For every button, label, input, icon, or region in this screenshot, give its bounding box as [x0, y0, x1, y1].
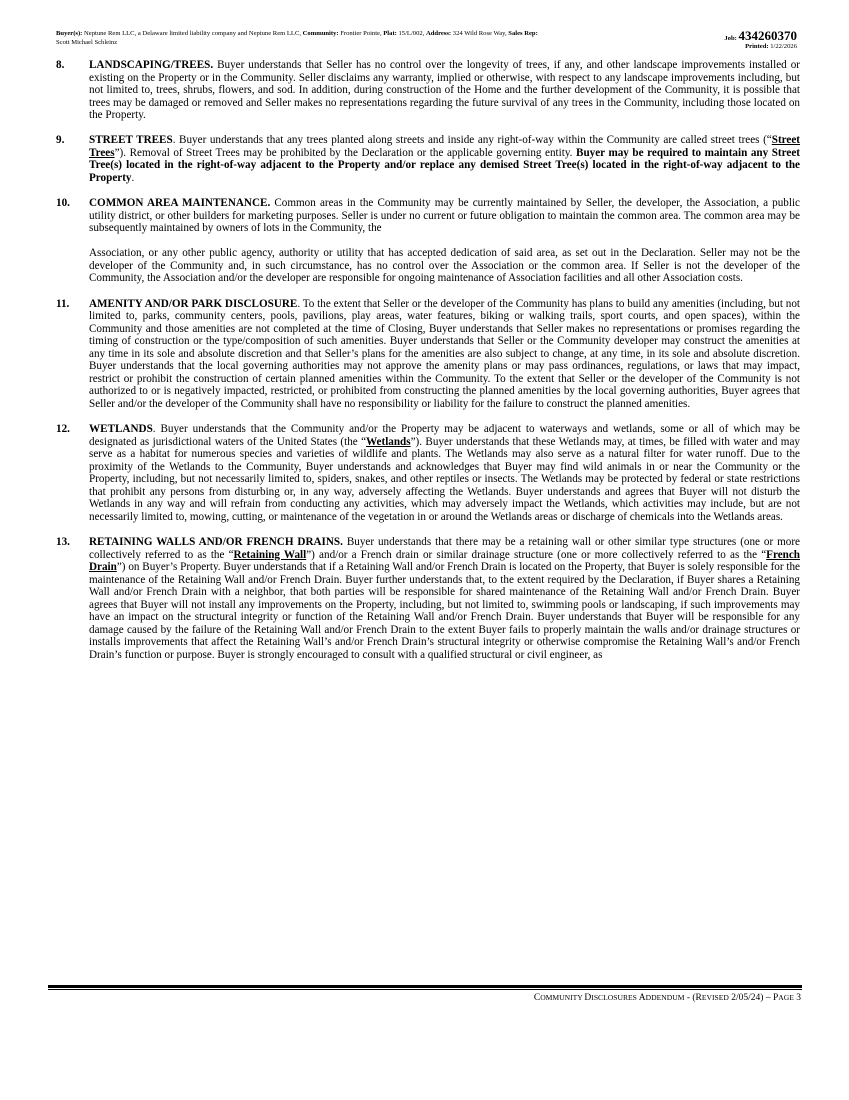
section-number: 11. [56, 297, 70, 310]
document-header [56, 30, 656, 47]
section-text: ”). Buyer understands that these Wetlands may, at times, be filled with water and may serve as a habitat for numerous species and varieties of wildlife and plants. The Wetlands may also serve as a natural filter for water runoff. Due to the proximity of the Wetlands to the Community, Buyer understands and acknowledges that Buyer may find wild animals in or near the Community or the Property, including, but not necessarily limited to, spiders, snakes, and other reptiles or insects. The Wetlands may be protected by federal or state restrictions that prohibit any persons from disturbing or, in any way, adversely affecting the Wetlands. Buyer understands and agrees that Buyer will not disturb the Wetlands in any way and will refrain from conducting any activities, which may adversely impact the Wetlands, which activities may include, but are not necessarily limited to, mowing, cutting, or maintenance of the vegetation in or around the Wetlands areas or discharge of chemicals into the Wetlands areas. [89, 435, 800, 523]
address-value: 324 Wild Rose Way, [451, 30, 509, 37]
address-label: Address: [425, 30, 452, 37]
section-number: 13. [56, 536, 70, 549]
section-number: 8. [56, 59, 65, 71]
job-info [637, 28, 797, 51]
sales-rep-label: Sales Rep: [508, 30, 538, 37]
buyer-label: Buyer(s): [56, 30, 83, 37]
section-number: 12. [56, 423, 70, 436]
community-label: Community: [302, 30, 339, 37]
section-common-area-maintenance [56, 197, 800, 285]
defined-term-street-trees: Street Trees [89, 134, 800, 159]
section-paragraph: Association, or any other public agency, authority or utility that has accepted dedication of said area, as set out in the Declaration. Seller may not be the developer of the Community and, in such circumstance, has no control over the Association or the common area. If Seller is not the developer of the Community, the Association and/or the developer are responsible for ongoing maintenance of Association facilities and all other Association costs. [89, 247, 800, 285]
defined-term-retaining-wall: Retaining Wall [233, 548, 307, 561]
printed-label: Printed: [745, 43, 769, 50]
section-number: 9. [56, 134, 65, 147]
section-street-trees [56, 134, 800, 184]
section-title: STREET TREES [89, 134, 173, 147]
section-text: . Buyer understands that the Community and/or the Property may be adjacent to waterways and wetlands, some or all of which may be designated as jurisdictional waters of the United States (the “ [89, 423, 800, 448]
section-text: ”) on Buyer’s Property. Buyer understands that if a Retaining Wall and/or French Drain is located on the Property, that Buyer is solely responsible for the maintenance of the Retaining Wall and/or French Drain. Buyer further understands that, to the extent required by the Declaration, if Buyer shares a Retaining Wall and/or French Drain with a neighbor, that both parties will be responsible for shared maintenance of the Retaining Wall and/or French Drain. Buyer agrees that Buyer will not install any improvements on the Property, including, but not limited to, swimming pools or landscaping, if such improvements may have an impact on the structural integrity or function of the Retaining Wall and/or French Drain. Buyer understands that Buyer will be responsible for any damage caused by the failure of the Retaining Wall and/or French Drain to the extent Buyer fails to properly maintain the walls and/or drainage structures or installs improvements that affect the Retaining Wall’s and/or French Drain’s structural integrity or otherwise compromise the Retaining Wall’s and/or French Drain’s function or purpose. Buyer is strongly encouraged to consult with a qualified structural or civil engineer, as [89, 561, 800, 661]
section-title: RETAINING WALLS AND/OR FRENCH DRAINS. [89, 536, 343, 549]
buyer-value: Neptune Rem LLC, a Delaware limited liability company and Neptune Rem LLC, [82, 30, 303, 37]
section-landscaping-trees [56, 59, 800, 122]
bold-obligation-text: Buyer may be required to maintain any Street Tree(s) located in the right-of-way adjacent to the Property and/or replace any demised Street Tree(s) located in the right-of-way adjacent to the Property [89, 146, 800, 184]
document-body [56, 59, 800, 674]
section-text: ”). Removal of Street Trees may be prohibited by the Declaration or the applicable governing entity. [114, 146, 577, 159]
section-wetlands [56, 423, 800, 523]
section-text: Common areas in the Community may be currently maintained by Seller, the developer, the Association, a public utility district, or other builders for marketing purposes. Seller is under no current or future obligation to maintain the common area. The common area may be subsequently maintained by owners of lots in the Community, the [89, 197, 801, 235]
section-retaining-walls-french-drains [56, 536, 800, 661]
section-text: Buyer understands that Seller has no control over the longevity of trees, if any, and other landscape improvements installed or existing on the Property or in the Community. Seller disclaims any warranty, implied or otherwise, with respect to any landscape improvements including, but not limited to, trees, shrubs, flowers, and sod. In addition, during construction of the Home and the further development of the Community, it is possible that trees may be damaged or removed and Seller makes no representations regarding the future survival of any trees in the Community, including those located on the Property. [89, 59, 800, 122]
section-amenity-park-disclosure [56, 298, 800, 411]
section-text: ”) and/or a French drain or similar drainage structure (one or more collectively referred to as the “ [306, 548, 767, 561]
section-number: 10. [56, 197, 70, 210]
section-text: Buyer understands that there may be a retaining wall or other similar type structures (one or more collectively referred to as the “ [89, 536, 800, 561]
section-title: COMMON AREA MAINTENANCE. [89, 197, 271, 210]
section-title: AMENITY AND/OR PARK DISCLOSURE [89, 297, 298, 310]
section-title: WETLANDS [89, 423, 153, 436]
footer-rule-thick [48, 985, 802, 988]
section-text: . Buyer understands that any trees planted along streets and inside any right-of-way within the Community are called street trees (“ [172, 134, 772, 147]
job-number: 434260370 [738, 28, 797, 43]
printed-date: 1/22/2026 [770, 43, 797, 50]
defined-term-french-drain: French Drain [89, 548, 801, 574]
community-value: Frontier Pointe, [338, 30, 384, 37]
sales-rep-value: Scott Michael Schleinz [56, 38, 118, 46]
section-title: LANDSCAPING/TREES. [89, 59, 214, 71]
page-footer: COMMUNITY DISCLOSURES ADDENDUM - (REVISED 2/05/24) – PAGE 3 [533, 993, 801, 1003]
plat-value: 15/L/002, [396, 30, 426, 37]
plat-label: Plat: [383, 30, 397, 37]
page-number: 3 [793, 993, 801, 1003]
section-text: . [131, 171, 135, 184]
defined-term-wetlands: Wetlands [366, 435, 411, 448]
footer-rule-thin [48, 989, 802, 990]
section-text: . To the extent that Seller or the developer of the Community has plans to build any amenities (including, but not limited to, parks, community centers, pools, pavilions, play areas, water features, biking or walking trails, sport courts, and open spaces), within the Community and those amenities are not completed at the time of Closing, Buyer understands that Seller makes no representations or promises regarding the timing of construction or the type/composition of such amenities. Buyer understands that Seller or the Community developer may construct the amenities at any time in its sole and absolute discretion and that Seller’s plans for the amenities are also subject to change, at any time, in its sole and absolute discretion. Buyer understands that the local governing authorities may not approve the amenity plans or may pass ordinances, regulations, or laws that may impact, restrict or prohibit the construction of certain planned amenities within the Community. To the extent that Seller or the developer of the Community is not authorized to or is negatively impacted, restricted, or prohibited from constructing the planned amenities by the local governing authorities, Buyer agrees that Seller and/or the developer of the Community shall have no responsibility or liability for the failure to construct the planned amenities. [89, 297, 800, 410]
job-label: Job: [724, 35, 737, 42]
